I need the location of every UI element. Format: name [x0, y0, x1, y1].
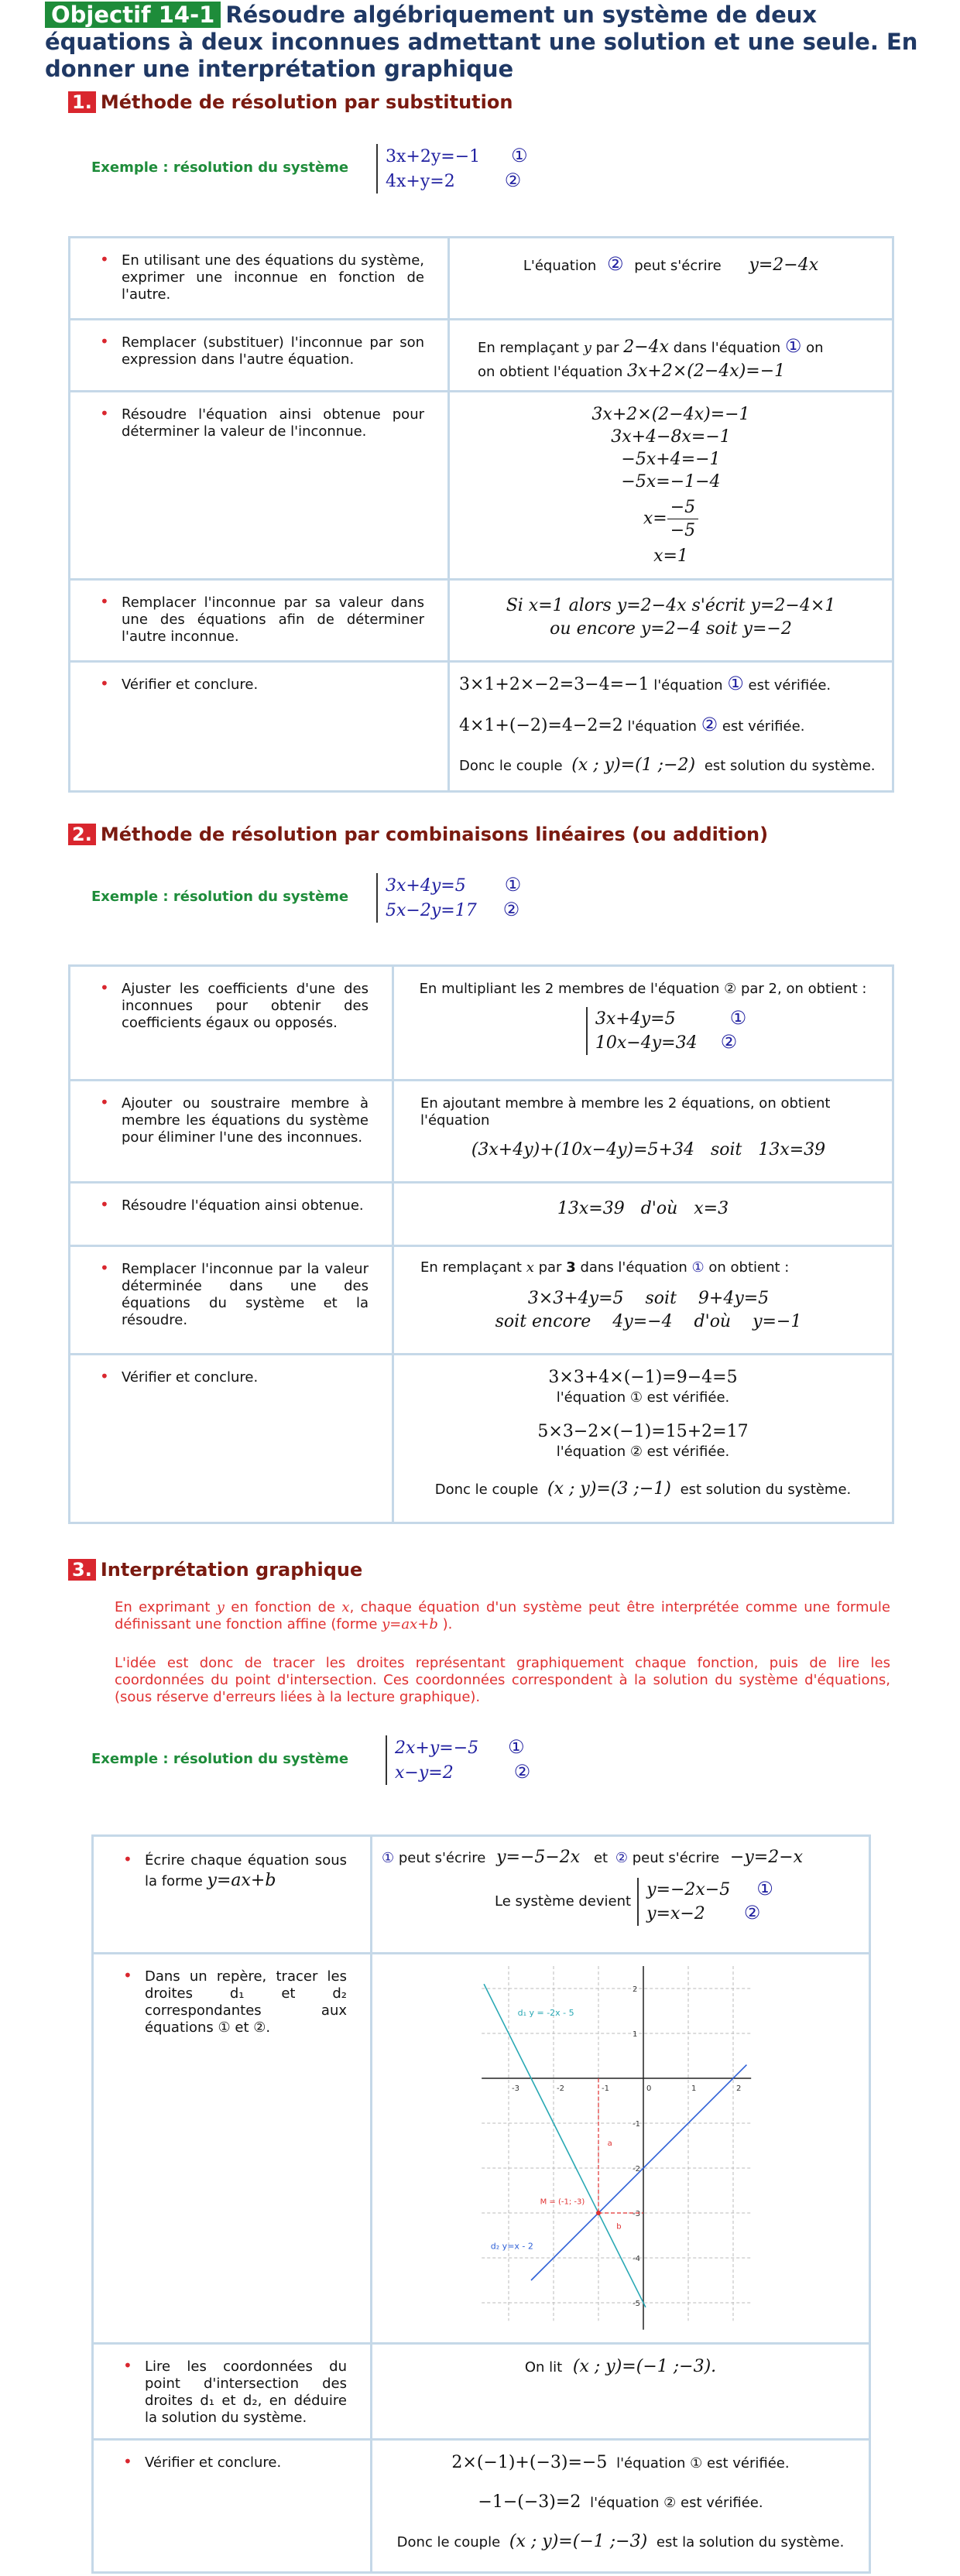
system-2 [376, 873, 521, 923]
cell-text: En remplaçant [420, 1259, 522, 1276]
cell-text: l'équation [627, 718, 697, 735]
label-b: b [616, 2222, 622, 2232]
table-row: • Remplacer (substituer) l'inconnue par son expression dans l'autre équation. En remplaçant y par 2−4x dans l'équation ① on on obtient l'équation 3x+2×(2−4x)=−1 [70, 320, 893, 392]
cell-value: 3 [566, 1259, 576, 1276]
step-text: • Ajuster les coefficients d'une des inconnues pour obtenir des coefficients égaux ou opposés. [70, 967, 392, 1043]
cell-text: On lit [524, 2359, 563, 2376]
section-3-number: 3. [68, 1559, 96, 1581]
d2-line [531, 2065, 746, 2280]
section-3-heading [68, 1559, 362, 1581]
cell-text: l'équation [653, 677, 723, 694]
cell-math: −y=2−x [729, 1848, 804, 1867]
table-row [70, 580, 893, 662]
x-tick-label: -2 [557, 2084, 564, 2093]
calc-fraction [465, 496, 876, 542]
step-text: • Résoudre l'équation ainsi obtenue pour déterminer la valeur de l'inconnue. [70, 392, 447, 451]
table-row [93, 2344, 870, 2440]
step-text [94, 1837, 370, 1903]
cell-text: Le système devient [495, 1893, 632, 1910]
table-row [70, 1355, 893, 1523]
section-1-heading [68, 91, 513, 113]
cell-math: y=ax+b [207, 1871, 276, 1890]
x-tick-label: 2 [736, 2084, 742, 2093]
intro-paragraph-1 [115, 1599, 890, 1633]
cell-math: 3x+2×(2−4x)=−1 [627, 361, 786, 381]
cell-text: peut s'écrire [398, 1850, 486, 1866]
example-label-2: Exemple : résolution du système [91, 889, 349, 905]
example-label-3: Exemple : résolution du système [91, 1751, 349, 1767]
cell-math: x [526, 1259, 534, 1276]
cell-text: En multipliant les 2 membres de l'équation ② par 2, on obtient : [419, 981, 867, 997]
calc-line: −5x=−1−4 [621, 472, 721, 492]
y-tick-label: -2 [633, 2165, 640, 2174]
cell-text: par [538, 1259, 562, 1276]
system-1-eq1: 3x+2y=−1 [386, 147, 481, 166]
x-tick-label: -1 [602, 2084, 609, 2093]
calc-line: x=1 [653, 546, 688, 566]
cell-text: par [595, 340, 619, 356]
para-text: en fonction de [231, 1599, 336, 1615]
calc-line: 3x+2×(2−4x)=−1 [591, 405, 750, 424]
cell-text: est vérifiée. [722, 718, 805, 735]
eq-mark: ① [784, 335, 802, 357]
substitution-table [68, 236, 894, 793]
calc-line: 10x−4y=34 [595, 1033, 698, 1053]
eq-mark: ② [720, 1031, 738, 1053]
calc-line: y=−2x−5 [646, 1880, 731, 1899]
cell-text: est solution du système. [680, 1482, 852, 1498]
cell-text: L'équation [523, 258, 597, 274]
x-tick-label: 1 [691, 2084, 697, 2093]
cell-text: En ajoutant membre à membre les 2 équations, on obtient l'équation [420, 1095, 831, 1129]
intersection-point [596, 2211, 601, 2215]
eq-mark: ② [615, 1850, 628, 1866]
cell-text: Donc le couple [434, 1482, 539, 1498]
cell-text: En remplaçant [478, 340, 579, 356]
calc-line: ou encore y=2−4 soit y=−2 [550, 619, 792, 639]
eq-mark-2: ② [504, 170, 522, 191]
eq-mark: ① [727, 673, 744, 694]
para-math: y=ax+b [382, 1616, 438, 1632]
combination-table [68, 964, 894, 1524]
step-text: • Ajouter ou soustraire membre à membre les équations du système pour éliminer l'une des inconnues. [70, 1081, 392, 1157]
calc-line: 3x+4y=5 [595, 1009, 676, 1029]
eq-mark: ① [691, 1259, 705, 1276]
cell-text: Donc le couple [396, 2534, 501, 2550]
d1-label: d₁ y = -2x - 5 [517, 2007, 574, 2018]
cell-text: peut s'écrire [634, 258, 722, 274]
cell-math: y=−5−2x [496, 1848, 581, 1867]
cell-text: peut s'écrire [632, 1850, 720, 1866]
objective-title: Résoudre algébriquement un système de deux équations à deux inconnues admettant une solution et une seule. En donner une interprétation graphique [45, 2, 918, 82]
para-text: , chaque équation d'un système peut être interprétée comme une formule définissant une fonction affine (forme [115, 1599, 890, 1632]
calc-line: 3x+4−8x=−1 [611, 427, 731, 447]
eq-mark: ① [756, 1878, 773, 1899]
eq-mark-2: ② [513, 1761, 531, 1783]
system-3-eq1: 2x+y=−5 [395, 1738, 479, 1758]
calc-line: Si x=1 alors y=2−4x s'écrit y=2−4×1 [506, 596, 836, 615]
calc-line: 2×(−1)+(−3)=−5 [451, 2453, 608, 2472]
cell-text: on obtient : [708, 1259, 790, 1276]
cell-text: est la solution du système. [656, 2534, 845, 2550]
eq-mark: ② [606, 253, 624, 275]
step-text: • Remplacer l'inconnue par la valeur déterminée dans une des équations du système et la résoudre. [70, 1247, 392, 1340]
example-label-1: Exemple : résolution du système [91, 159, 349, 176]
step-text: • En utilisant une des équations du système, exprimer une inconnue en fonction de l'autre. [70, 238, 447, 314]
cell-text: l'équation ① est vérifiée. [616, 2455, 790, 2472]
section-1-number: 1. [68, 91, 96, 113]
eq-mark-1: ① [511, 145, 528, 166]
cell-text: dans l'équation [580, 1259, 687, 1276]
cell-text: est vérifiée. [748, 677, 831, 694]
table-row [70, 662, 893, 792]
calc-line: 5×3−2×(−1)=15+2=17 [537, 1422, 749, 1441]
cell-math: 2−4x [623, 337, 670, 357]
label-a: a [607, 2139, 612, 2148]
solution-pair: (x ; y)=(3 ;−1) [547, 1479, 671, 1499]
line-graph [481, 1962, 759, 2334]
solution-pair: (x ; y)=(−1 ;−3). [572, 2357, 717, 2376]
calc-line: −1−(−3)=2 [478, 2492, 581, 2512]
system-3 [386, 1735, 530, 1785]
calc-line: 3×1+2×−2=3−4=−1 [459, 675, 650, 694]
graphic-table [91, 1834, 871, 2574]
x-tick-label: 0 [646, 2084, 652, 2093]
cell-text: on obtient l'équation [478, 364, 623, 380]
y-tick-label: -4 [633, 2255, 640, 2263]
y-tick-label: -5 [633, 2300, 640, 2308]
system-1 [376, 144, 528, 194]
step-text: • Remplacer (substituer) l'inconnue par son expression dans l'autre équation. [70, 320, 447, 379]
calc-line: y=x−2 [646, 1904, 705, 1923]
cell-text: et [593, 1850, 609, 1866]
cell-math: y=2−4x [749, 255, 819, 275]
table-row [70, 1183, 893, 1246]
para-math: y [216, 1599, 225, 1615]
para-math: x [341, 1599, 350, 1615]
y-tick-label: -1 [633, 2120, 640, 2129]
cell-text: dans l'équation [673, 340, 781, 356]
eq-mark-1: ① [508, 1736, 525, 1758]
step-text: • Résoudre l'équation ainsi obtenue. [70, 1184, 392, 1225]
x-tick-label: -3 [512, 2084, 519, 2093]
system-2-eq1: 3x+4y=5 [386, 876, 466, 896]
eq-mark-1: ① [504, 874, 522, 896]
solution-pair: (x ; y)=(1 ;−2) [571, 755, 696, 775]
eq-mark: ② [743, 1902, 761, 1923]
table-row [70, 392, 893, 580]
step-text: • Lire les coordonnées du point d'intersection des droites d₁ et d₂, en déduire la solution du système. [94, 2345, 370, 2437]
frac-num: −5 [667, 496, 698, 519]
eq-mark-2: ② [502, 899, 520, 920]
eq-mark: ① [729, 1007, 747, 1029]
table-row [93, 1836, 870, 1954]
section-2-number: 2. [68, 824, 96, 845]
para-text: ). [442, 1616, 453, 1632]
y-tick-label: 2 [633, 1985, 638, 1994]
eq-mark: ② [701, 714, 718, 735]
section-3-title: Interprétation graphique [100, 1559, 363, 1581]
calc-line: −5x+4=−1 [621, 450, 721, 469]
step-text: • Remplacer l'inconnue par sa valeur dans une des équations afin de déterminer l'autre inconnue. [70, 581, 447, 656]
step-text: • Dans un repère, tracer les droites d₁ et d₂ correspondantes aux équations ① et ②. [94, 1954, 370, 2047]
calc-line: 4×1+(−2)=4−2=2 [459, 716, 623, 735]
calc-line: 3×3+4×(−1)=9−4=5 [548, 1368, 738, 1387]
d1-line [484, 1984, 646, 2307]
calc-line: soit encore 4y=−4 d'où y=−1 [495, 1312, 802, 1331]
d2-label: d₂ y=x - 2 [490, 2241, 533, 2252]
table-row [93, 2440, 870, 2573]
step-text: • Vérifier et conclure. [94, 2441, 370, 2482]
step-text: • Vérifier et conclure. [70, 663, 447, 704]
eq-mark: ① [382, 1850, 395, 1866]
cell-text: l'équation ② est vérifiée. [590, 2495, 763, 2511]
table-row [70, 1246, 893, 1355]
frac-den: −5 [670, 521, 696, 540]
para-text: En exprimant [115, 1599, 211, 1615]
page-title [45, 2, 920, 83]
system-3-eq2: x−y=2 [395, 1763, 454, 1783]
table-row [93, 1954, 870, 2344]
intro-paragraph-2: L'idée est donc de tracer les droites représentant graphiquement chaque fonction, puis de lire les coordonnées du point d'intersection. Ces coordonnées correspondent à la solution du système d'équations, (sous réserve d'erreurs liées à la lecture graphique). [115, 1655, 890, 1705]
cell-text: l'équation ① est vérifiée. [556, 1389, 730, 1406]
table-row [70, 238, 893, 320]
objective-badge: Objectif 14-1 [45, 2, 221, 28]
table-row [70, 966, 893, 1081]
calc-line: (3x+4y)+(10x−4y)=5+34 soit 13x=39 [471, 1140, 826, 1160]
system-2-eq2: 5x−2y=17 [386, 901, 477, 920]
y-tick-label: 1 [633, 2030, 638, 2039]
step-text: • Vérifier et conclure. [70, 1355, 392, 1397]
cell-text: Écrire chaque équation sous la forme [145, 1852, 347, 1889]
table-row [70, 1081, 893, 1183]
section-2-heading [68, 824, 768, 845]
solution-pair: (x ; y)=(−1 ;−3) [509, 2532, 648, 2551]
cell-text: l'équation ② est vérifiée. [556, 1444, 730, 1460]
calc-line: x= [643, 509, 667, 529]
system-1-eq2: 4x+y=2 [386, 172, 455, 191]
y-tick-label: -3 [633, 2210, 640, 2218]
section-1-title: Méthode de résolution par substitution [100, 91, 513, 113]
calc-line: 13x=39 d'où x=3 [557, 1199, 729, 1218]
cell-text: Donc le couple [459, 758, 563, 774]
section-2-title: Méthode de résolution par combinaisons linéaires (ou addition) [100, 824, 769, 845]
intersection-label: M = (-1; -3) [540, 2197, 585, 2207]
cell-text: est solution du système. [704, 758, 876, 774]
calc-line: 3×3+4y=5 soit 9+4y=5 [527, 1289, 770, 1308]
cell-math: y [583, 340, 591, 356]
